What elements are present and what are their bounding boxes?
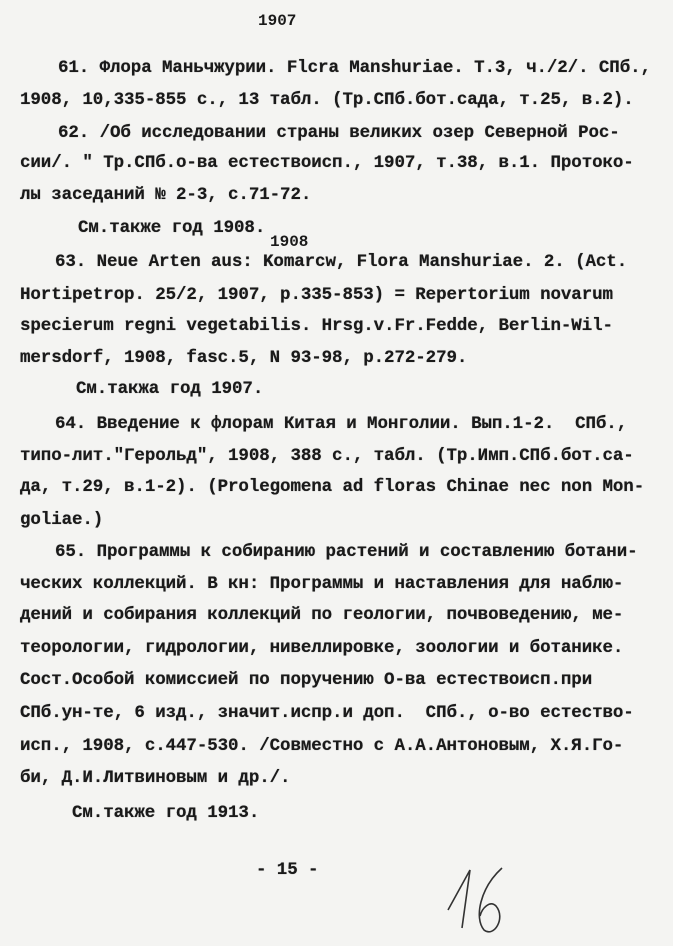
see-also-1908: См.также год 1908. [78, 218, 266, 238]
entry-65-line-8: би, Д.И.Литвиновым и др./. [20, 768, 291, 788]
year-heading-1908: 1908 [270, 233, 309, 251]
entry-62-line-2: сии/. " Тр.СПб.о-ва естествоисп., 1907, т.38, в.1. Протоко- [20, 153, 634, 173]
entry-65-line-2: ческих коллекций. В кн: Программы и наставления для наблю- [20, 574, 624, 594]
entry-65-line-7: исп., 1908, с.447-530. /Совместно с А.А.Антоновым, Х.Я.Го- [20, 736, 624, 756]
handwritten-page-number [440, 858, 520, 938]
entry-64-line-1: 64. Введение к флорам Китая и Монголии. Вып.1-2. СПб., [55, 414, 628, 434]
entry-63-line-1: 63. Neue Arten aus: Komarcw, Flora Manshuriae. 2. (Act. [55, 252, 628, 272]
see-also-1913: См.также год 1913. [72, 803, 260, 823]
entry-65-line-3: дений и собирания коллекций по геологии, почвоведению, ме- [20, 605, 624, 625]
entry-63-line-4: mersdorf, 1908, fasc.5, N 93-98, p.272-279. [20, 348, 468, 368]
entry-65-line-6: СПб.ун-те, 6 изд., значит.испр.и доп. СПб., о-во естество- [20, 703, 634, 723]
year-heading-1907: 1907 [258, 12, 297, 30]
entry-64-line-3: да, т.29, в.1-2). (Prolegomena ad floras Chinae nec non Mon- [20, 477, 645, 497]
entry-62-line-3: лы заседаний № 2-3, с.71-72. [20, 185, 312, 205]
entry-62-line-1: 62. /Об исследовании страны великих озер Северной Рос- [58, 123, 620, 143]
see-also-1907: См.такжа год 1907. [76, 379, 264, 399]
entry-64-line-2: типо-лит."Герольд", 1908, 388 с., табл. (Тр.Имп.СПб.бот.са- [20, 446, 634, 466]
entry-63-line-3: specierum regni vegetabilis. Hrsg.v.Fr.Fedde, Berlin-Wil- [20, 316, 613, 336]
entry-63-line-2: Hortipetrop. 25/2, 1907, p.335-853) = Repertorium novarum [20, 285, 613, 305]
entry-65-line-1: 65. Программы к собиранию растений и составлению ботани- [55, 542, 638, 562]
entry-61-line-2: 1908, 10,335-855 с., 13 табл. (Тр.СПб.бот.сада, т.25, в.2). [20, 90, 634, 110]
entry-65-line-4: теорологии, гидрологии, нивеллировке, зоологии и ботанике. [20, 638, 624, 658]
page-number: - 15 - [256, 860, 319, 880]
entry-64-line-4: goliae.) [20, 510, 104, 530]
entry-61-line-1: 61. Флора Маньчжурии. Flcra Manshuriae. Т.3, ч./2/. СПб., [58, 58, 651, 78]
entry-65-line-5: Сост.Особой комиссией по поручению О-ва естествоисп.при [20, 670, 593, 690]
